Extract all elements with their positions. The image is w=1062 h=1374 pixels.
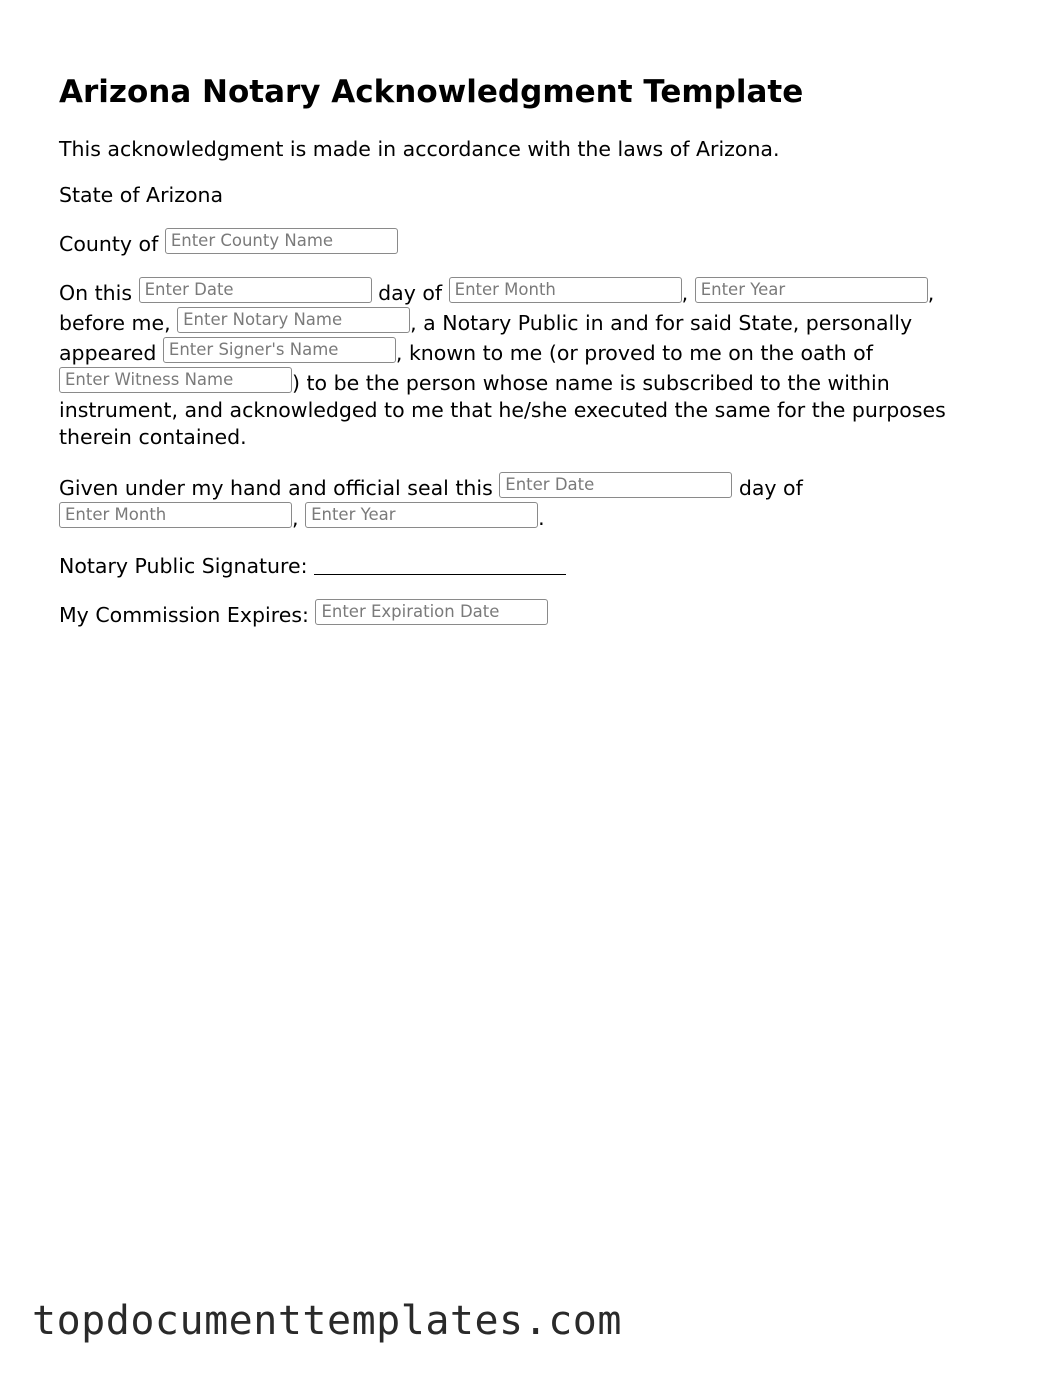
expiration-date-input[interactable]: Enter Expiration Date [315,599,548,625]
acknowledgment-paragraph [59,277,989,451]
ack-year-input[interactable]: Enter Year [695,277,928,303]
seal-month-input[interactable]: Enter Month [59,502,292,528]
county-label: County of [59,232,159,256]
seal-paragraph [59,472,989,532]
signer-name-input[interactable]: Enter Signer's Name [163,337,396,363]
document-page [59,70,989,648]
ack-text-1: On this [59,281,133,305]
county-line [59,228,989,258]
seal-date-input[interactable]: Enter Date [499,472,732,498]
signature-line [59,553,989,580]
commission-label: My Commission Expires: [59,603,309,627]
ack-comma-2: , [927,281,935,305]
ack-date-input[interactable]: Enter Date [139,277,372,303]
state-line: State of Arizona [59,183,224,207]
ack-text-5: , known to me (or proved to me on the oath of [395,341,873,365]
ack-text-3: before me, [59,311,171,335]
signature-label: Notary Public Signature: [59,554,308,578]
watermark-text: topdocumenttemplates.com [32,1298,622,1344]
seal-text-1: Given under my hand and official seal this [59,476,493,500]
witness-name-input[interactable]: Enter Witness Name [59,367,292,393]
signature-blank[interactable] [314,554,566,575]
page-title: Arizona Notary Acknowledgment Template [59,74,804,110]
ack-text-6: ) to be the person whose name is subscribed to the within instrument, and acknowledged to me that he/she executed the same for the purposes therein contained. [59,371,946,449]
ack-comma-1: , [681,281,689,305]
ack-text-4: , a Notary Public in and for said State, personally appeared [59,311,913,365]
seal-period: . [538,506,545,530]
seal-comma: , [292,506,299,530]
ack-month-input[interactable]: Enter Month [449,277,682,303]
intro-text: This acknowledgment is made in accordance with the laws of Arizona. [59,137,780,161]
county-name-input[interactable]: Enter County Name [165,228,398,254]
seal-text-2: day of [738,476,803,500]
notary-name-input[interactable]: Enter Notary Name [177,307,410,333]
seal-year-input[interactable]: Enter Year [305,502,538,528]
ack-text-2: day of [378,281,443,305]
commission-line [59,599,989,629]
